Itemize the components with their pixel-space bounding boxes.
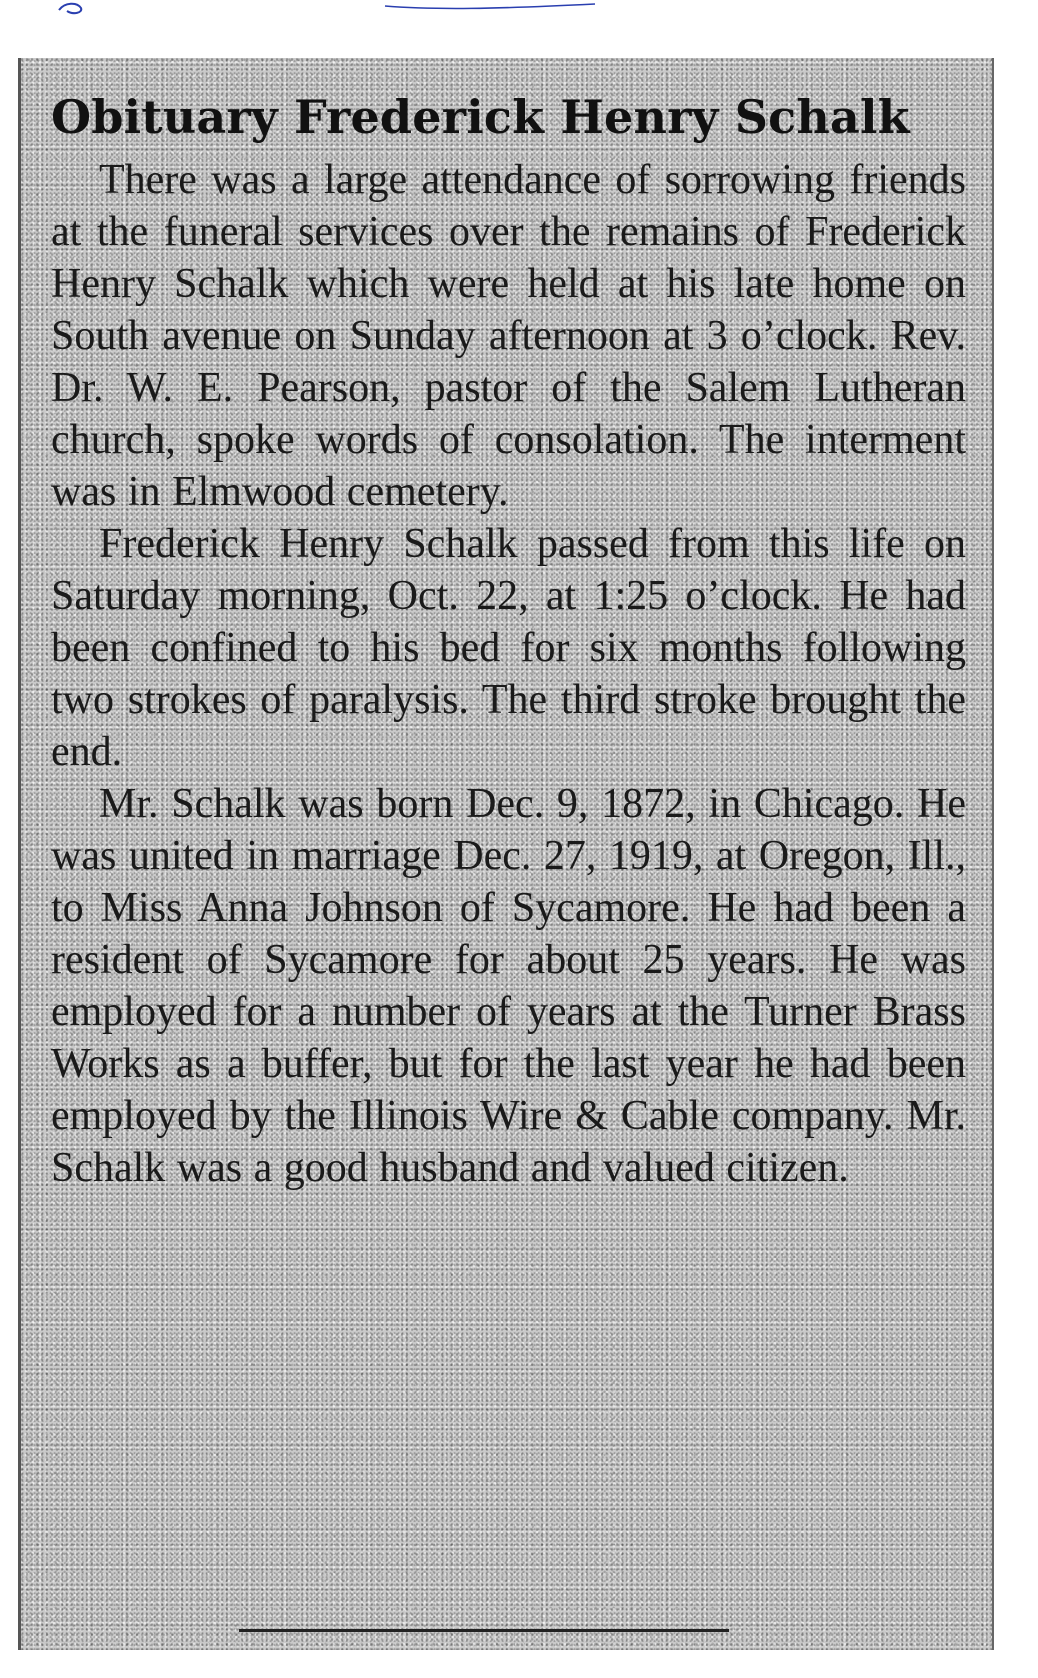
- paragraph-biography: Mr. Schalk was born Dec. 9, 1872, in Chicago. He was united in marriage Dec. 27, 1919, at Oregon, Ill., to Miss Anna Johnson of Sycamore. He had been a resident of Sycamore for about 25 years. He was employed for a number of years at the Turner Brass Works as a buffer, but for the last year he had been employed by the Illinois Wire & Cable company. Mr. Schalk was a good husband and valued citizen.: [51, 781, 966, 1191]
- handwritten-ink-mark: [55, 0, 615, 16]
- obituary-headline: Obituary Frederick Henry Schalk: [51, 90, 910, 144]
- newspaper-clipping: [18, 58, 994, 1650]
- paragraph-death-details: Frederick Henry Schalk passed from this life on Saturday morning, Oct. 22, at 1:25 o’clock. He had been confined to his bed for six months following two strokes of paralysis. The third stroke brought the end.: [51, 521, 966, 775]
- paragraph-funeral-services: There was a large attendance of sorrowing friends at the funeral services over the remains of Frederick Henry Schalk which were held at his late home on South avenue on Sunday afternoon at 3 o’clock. Rev. Dr. W. E. Pearson, pastor of the Salem Lutheran church, spoke words of consolation. The interment was in Elmwood cemetery.: [51, 157, 966, 515]
- closing-rule: [239, 1629, 729, 1632]
